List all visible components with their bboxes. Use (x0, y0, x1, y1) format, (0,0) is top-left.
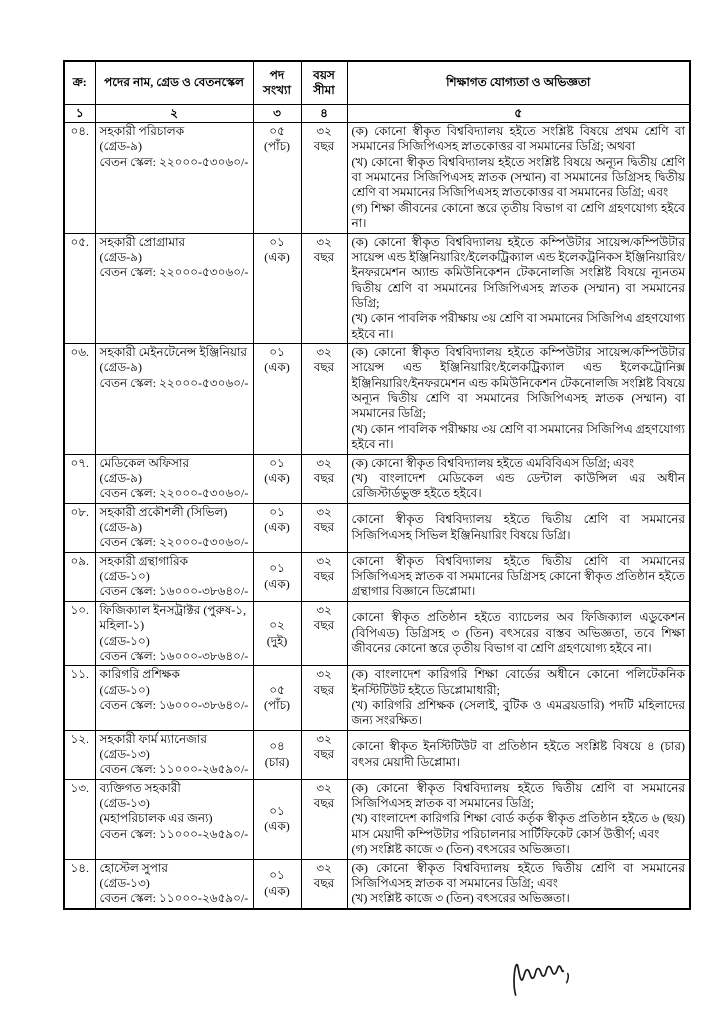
table-row (64, 454, 690, 503)
age-limit: ৩২ বছর (301, 779, 347, 859)
post-line: বেতন স্কেল: ২২০০০-৫৩০৬০/- (99, 265, 249, 280)
table-header (64, 61, 690, 123)
post-line: (গ্রেড-৯) (99, 249, 142, 264)
qualification-cell (347, 779, 690, 859)
qualification-cell (347, 503, 690, 552)
post-line: (গ্রেড-১৩) (99, 747, 150, 762)
age-limit: ৩২ বছর (301, 344, 347, 455)
post-name-cell (95, 730, 253, 779)
qualification-paragraph: (ক) কোনো স্বীকৃত বিশ্ববিদ্যালয় হইতে দ্বিতীয় শ্রেণি বা সমমানের সিজিপিএসহ স্নাতক বা সমমানের ডিগ্রি; এবং (351, 860, 685, 890)
qualification-paragraph: (ক) কোনো স্বীকৃত বিশ্ববিদ্যালয় হইতে এমবিবিএস ডিগ্রি; এবং (351, 455, 635, 470)
table-row (64, 123, 690, 234)
qualification-paragraph: (খ) কোনো স্বীকৃত বিশ্ববিদ্যালয় হইতে সংশ্লিষ্ট বিষয়ে অন্যূন দ্বিতীয় শ্রেণি বা সমমানের সিজিপিএসহ স্নাতক (সম্মান) বা সমমানের ডিগ্রিসহ দ্বিতীয় শ্রেণি বা সমমানের সিজিপিএসহ স্নাতকোত্তর বা সমমানের ডিগ্রি; এবং (351, 154, 685, 200)
serial-number: ০৯. (64, 552, 95, 601)
age-limit: ৩২ বছর (301, 123, 347, 234)
post-line: মহিলা-১) (99, 618, 145, 633)
table-row (64, 859, 690, 909)
post-line: ব্যক্তিগত সহকারী (99, 780, 181, 795)
column-index-4: ৪ (301, 105, 347, 123)
post-count: ০১ (এক) (253, 859, 301, 909)
qualification-paragraph: (খ) বাংলাদেশ কারিগরি শিক্ষা বোর্ড কর্তৃক স্বীকৃত প্রতিষ্ঠান হইতে ৬ (ছয়) মাস মেয়াদী কম্পিউটার পরিচালনার সার্টিফিকেট কোর্স উত্তীর্ণ; এবং (351, 811, 685, 841)
qualification-cell (347, 454, 690, 503)
header-serial: ক্র: (64, 61, 95, 105)
post-name-cell (95, 779, 253, 859)
post-line: সহকারী প্রোগ্রামার (99, 234, 186, 249)
handwritten-signature-icon (503, 952, 585, 1004)
qualification-cell (347, 123, 690, 234)
post-line: ফিজিক্যাল ইনসট্রাক্টর (পুরুষ-১, (99, 602, 247, 617)
table-row (64, 552, 690, 601)
post-line: কারিগরি প্রশিক্ষক (99, 667, 180, 682)
post-line: (গ্রেড-১৩) (99, 875, 150, 890)
age-limit: ৩২ বছর (301, 552, 347, 601)
table-row (64, 344, 690, 455)
table-row (64, 233, 690, 344)
age-limit: ৩২ বছর (301, 233, 347, 344)
age-limit: ৩২ বছর (301, 730, 347, 779)
post-line: বেতন স্কেল: ২২০০০-৫৩০৬০/- (99, 375, 249, 390)
qualification-paragraph: (ক) বাংলাদেশ কারিগরি শিক্ষা বোর্ডের অধীনে কোনো পলিটেকনিক ইনস্টিটিউট হইতে ডিপ্লোমাধারী; (351, 667, 685, 697)
serial-number: ০৬. (64, 344, 95, 455)
post-line: (গ্রেড-১০) (99, 633, 150, 648)
post-line: বেতন স্কেল: ২২০০০-৫৩০৬০/- (99, 535, 249, 550)
post-line: বেতন স্কেল: ১১০০০-২৬৫৯০/- (99, 891, 249, 906)
post-name-cell (95, 552, 253, 601)
post-line: বেতন স্কেল: ১১০০০-২৬৫৯০/- (99, 762, 249, 777)
qualification-cell (347, 344, 690, 455)
qualification-cell (347, 233, 690, 344)
post-line: (গ্রেড-৯) (99, 470, 142, 485)
header-qualification: শিক্ষাগত যোগ্যতা ও অভিজ্ঞতা (347, 61, 690, 105)
post-line: (গ্রেড-৯) (99, 139, 142, 154)
qualification-cell (347, 730, 690, 779)
recruitment-table (63, 60, 691, 910)
qualification-paragraph: (খ) কোন পাবলিক পরীক্ষায় ৩য় শ্রেণি বা সমমানের সিজিপিএ গ্রহণযোগ্য হইবে না। (351, 421, 685, 452)
table-body (64, 123, 690, 909)
serial-number: ১০. (64, 601, 95, 665)
post-line: (গ্রেড-৯) (99, 519, 142, 534)
age-limit: ৩২ বছর (301, 454, 347, 503)
qualification-paragraph: (খ) বাংলাদেশ মেডিকেল এন্ড ডেন্টাল কাউন্সিল এর অধীন রেজিস্টার্ডভুক্ত হইতে হইবে। (351, 470, 685, 501)
age-limit: ৩২ বছর (301, 666, 347, 730)
qualification-paragraph: (ক) কোনো স্বীকৃত বিশ্ববিদ্যালয় হইতে কম্পিউটার সায়েন্স/কম্পিউটার সায়েন্স এন্ড ইঞ্জিনিয়ারিং/ইলেকট্রিক্যাল এন্ড ইলেকট্রোনিক্স ইঞ্জিনিয়ারিং/ইনফরমেশন এন্ড কমিউনিকেশন টেকনোলজি সংশ্লিষ্ট বিষয়ে অন্যূন দ্বিতীয় শ্রেণি বা সমমানের সিজিপিএসহ স্নাতক (সম্মান) বা সমমানের ডিগ্রি; (351, 345, 685, 421)
age-limit: ৩২ বছর (301, 601, 347, 665)
table-row (64, 503, 690, 552)
post-line: বেতন স্কেল: ১৬০০০-৩৮৬৪০/- (99, 584, 249, 599)
table-row (64, 601, 690, 665)
qualification-paragraph: (খ) কোন পাবলিক পরীক্ষায় ৩য় শ্রেণি বা সমমানের সিজিপিএ গ্রহণযোগ্য হইবে না। (351, 311, 685, 341)
post-line: বেতন স্কেল: ১১০০০-২৬৫৯০/- (99, 826, 249, 841)
post-line: সহকারী মেইনটেনেন্স ইঞ্জিনিয়ার (99, 345, 248, 360)
post-name-cell (95, 233, 253, 344)
post-name-cell (95, 503, 253, 552)
post-line: সহকারী প্রকৌশলী (সিভিল) (99, 504, 228, 519)
qualification-paragraph: (ক) কোনো স্বীকৃত বিশ্ববিদ্যালয় হইতে দ্বিতীয় শ্রেণি বা সমমানের সিজিপিএসহ স্নাতক বা সমমানের ডিগ্রি; (351, 780, 685, 811)
post-count: ০৫ (পাঁচ) (253, 666, 301, 730)
post-name-cell (95, 666, 253, 730)
qualification-cell (347, 552, 690, 601)
serial-number: ০৪. (64, 123, 95, 234)
table-row (64, 779, 690, 859)
qualification-paragraph: (গ) সংশ্লিষ্ট কাজে ৩ (তিন) বৎসরের অভিজ্ঞতা। (351, 842, 570, 857)
post-count: ০১ (এক) (253, 552, 301, 601)
qualification-cell (347, 601, 690, 665)
serial-number: ০৭. (64, 454, 95, 503)
post-count: ০১ (এক) (253, 233, 301, 344)
post-count: ০১ (এক) (253, 503, 301, 552)
post-count: ০১ (এক) (253, 454, 301, 503)
serial-number: ১২. (64, 730, 95, 779)
qualification-paragraph: (খ) কারিগরি প্রশিক্ষক (সেলাই, বুটিক ও এমব্রয়ডারি) পদটি মহিলাদের জন্য সংরক্ষিত। (351, 697, 685, 728)
post-line: (মহাপরিচালক এর জন্য) (99, 811, 213, 826)
post-line: সহকারী ফার্ম ম্যানেজার (99, 731, 207, 746)
qualification-cell (347, 666, 690, 730)
post-line: বেতন স্কেল: ১৬০০০-৩৮৬৪০/- (99, 648, 249, 663)
post-line: হোস্টেল সুপার (99, 860, 168, 875)
qualification-paragraph: (খ) সংশ্লিষ্ট কাজে ৩ (তিন) বৎসরের অভিজ্ঞতা। (351, 891, 570, 906)
post-line: (গ্রেড-১০) (99, 682, 150, 697)
post-line: বেতন স্কেল: ২২০০০-৫৩০৬০/- (99, 154, 249, 169)
qualification-paragraph: কোনো স্বীকৃত বিশ্ববিদ্যালয় হইতে দ্বিতীয় শ্রেণি বা সমমানের সিজিপিএসহ সিভিল ইঞ্জিনিয়ারিং বিষয়ে ডিগ্রি। (351, 512, 685, 542)
post-count: ০১ (এক) (253, 344, 301, 455)
qualification-paragraph: (গ) শিক্ষা জীবনের কোনো স্তরে তৃতীয় বিভাগ বা শ্রেণি গ্রহণযোগ্য হইবে না। (351, 200, 685, 231)
table-row (64, 730, 690, 779)
post-count: ০৫ (পাঁচ) (253, 123, 301, 234)
header-row (64, 61, 690, 105)
age-limit: ৩২ বছর (301, 503, 347, 552)
qualification-paragraph: কোনো স্বীকৃত ইনস্টিটিউট বা প্রতিষ্ঠান হইতে সংশ্লিষ্ট বিষয়ে ৪ (চার) বৎসর মেয়াদী ডিপ্লোমা। (351, 739, 685, 769)
post-line: (গ্রেড-১৩) (99, 796, 150, 811)
serial-number: ০৮. (64, 503, 95, 552)
qualification-paragraph: (ক) কোনো স্বীকৃত বিশ্ববিদ্যালয় হইতে কম্পিউটার সায়েন্স/কম্পিউটার সায়েন্স এন্ড ইঞ্জিনিয়ারিং/ইলেকট্রিক্যাল এন্ড ইলেকট্রনিকস ইঞ্জিনিয়ারিং/ইনফরমেশন অ্যান্ড কমিউনিকেশন টেকনোলজি সংশ্লিষ্ট বিষয়ে ন্যূনতম দ্বিতীয় শ্রেণি বা সমমানের সিজিপিএসহ স্নাতক (সম্মান) বা সমমানের ডিগ্রি; (351, 234, 685, 310)
post-line: বেতন স্কেল: ২২০০০-৫৩০৬০/- (99, 486, 249, 501)
post-name-cell (95, 454, 253, 503)
serial-number: ১৪. (64, 859, 95, 909)
column-index-5: ৫ (347, 105, 690, 123)
post-count: ০১ (এক) (253, 779, 301, 859)
post-line: সহকারী পরিচালক (99, 124, 185, 138)
qualification-paragraph: কোনো স্বীকৃত প্রতিষ্ঠান হইতে ব্যাচেলর অব ফিজিক্যাল এডুকেশন (বিপিএড) ডিগ্রিসহ ৩ (তিন) বৎসরের বাস্তব অভিজ্ঞতা, তবে শিক্ষা জীবনের কোনো স্তরে তৃতীয় বিভাগ বা শ্রেণি গ্রহণযোগ্য হইবে না। (351, 610, 685, 656)
age-limit: ৩২ বছর (301, 859, 347, 909)
post-line: (গ্রেড-৯) (99, 360, 142, 375)
post-count: ০৪ (চার) (253, 730, 301, 779)
column-index-3: ৩ (253, 105, 301, 123)
header-count: পদ সংখ্যা (253, 61, 301, 105)
serial-number: ১১. (64, 666, 95, 730)
post-count: ০২ (দুই) (253, 601, 301, 665)
serial-number: ০৫. (64, 233, 95, 344)
header-post: পদের নাম, গ্রেড ও বেতনস্কেল (95, 61, 253, 105)
qualification-paragraph: (ক) কোনো স্বীকৃত বিশ্ববিদ্যালয় হইতে সংশ্লিষ্ট বিষয়ে প্রথম শ্রেণি বা সমমানের সিজিপিএসহ স্নাতকোত্তর বা সমমানের ডিগ্রি; অথবা (351, 124, 685, 154)
column-index-2: ২ (95, 105, 253, 123)
post-line: মেডিকেল অফিসার (99, 455, 190, 470)
post-name-cell (95, 344, 253, 455)
header-age: বয়স সীমা (301, 61, 347, 105)
column-index-1: ১ (64, 105, 95, 123)
post-name-cell (95, 123, 253, 234)
post-name-cell (95, 859, 253, 909)
post-line: (গ্রেড-১০) (99, 569, 150, 584)
table-row (64, 666, 690, 730)
column-index-row (64, 105, 690, 123)
qualification-paragraph: কোনো স্বীকৃত বিশ্ববিদ্যালয় হইতে দ্বিতীয় শ্রেণি বা সমমানের সিজিপিএসহ স্নাতক বা সমমানের ডিগ্রিসহ কোনো স্বীকৃত প্রতিষ্ঠান হইতে গ্রন্থাগার বিজ্ঞানে ডিপ্লোমা। (351, 553, 685, 599)
post-line: বেতন স্কেল: ১৬০০০-৩৮৬৪০/- (99, 697, 249, 712)
post-line: সহকারী গ্রন্থাগারিক (99, 553, 188, 568)
qualification-cell (347, 859, 690, 909)
post-name-cell (95, 601, 253, 665)
serial-number: ১৩. (64, 779, 95, 859)
